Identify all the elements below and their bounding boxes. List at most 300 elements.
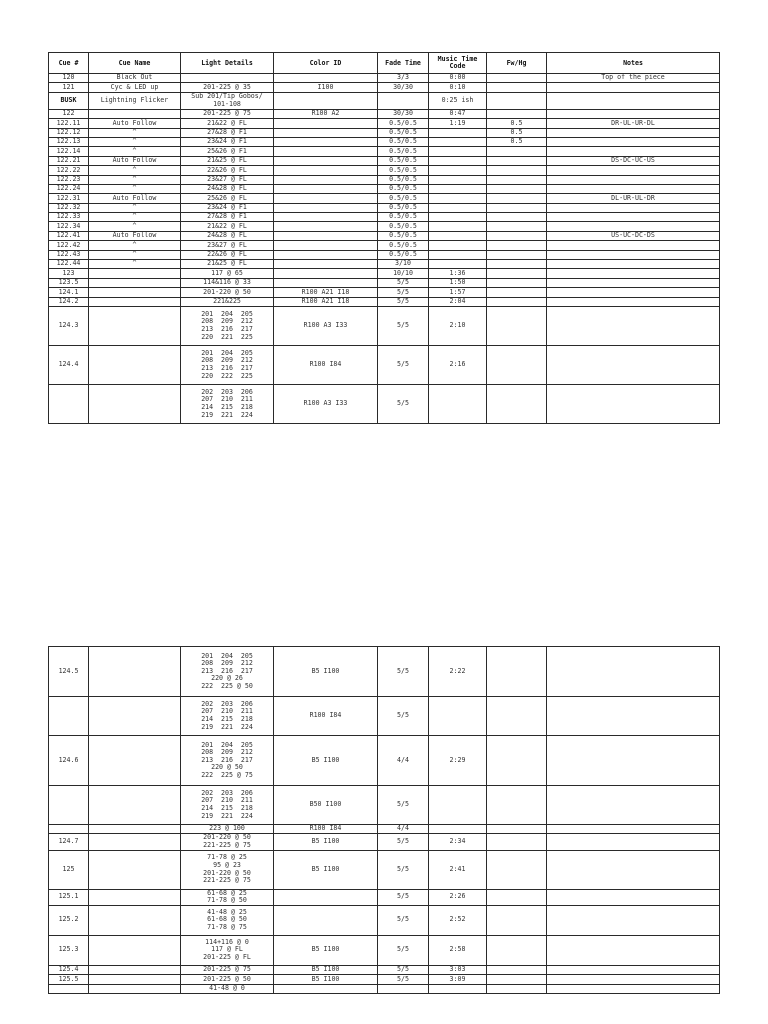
cell-cue-number <box>49 984 89 993</box>
cell-color-id <box>274 156 378 165</box>
cell-light-details: 201 204 205 208 209 212 213 216 217 220 222 225 <box>181 345 274 384</box>
table-row <box>49 647 720 697</box>
cell-cue-number: 125.3 <box>49 935 89 965</box>
cell-notes <box>547 137 720 146</box>
cell-fade-time: 0.5/0.5 <box>378 175 429 184</box>
cell-music-time-code <box>429 825 487 834</box>
cell-fade-time: 0.5/0.5 <box>378 194 429 203</box>
cell-light-details: 27&28 @ F1 <box>181 213 274 222</box>
cell-music-time-code: 1:50 <box>429 278 487 287</box>
cell-light-details: 201-225 @ 75 <box>181 965 274 974</box>
cell-color-id: B5 I100 <box>274 965 378 974</box>
cell-cue-number: 122.13 <box>49 137 89 146</box>
cell-cue-number: 122.41 <box>49 231 89 240</box>
header-fade-time: Fade Time <box>378 53 429 74</box>
cell-music-time-code <box>429 128 487 137</box>
cell-cue-number: 125.2 <box>49 905 89 935</box>
cell-music-time-code: 2:22 <box>429 647 487 697</box>
cell-fw-hg <box>487 175 547 184</box>
cell-cue-name <box>89 905 181 935</box>
cell-music-time-code: 1:19 <box>429 119 487 128</box>
cell-light-details: Sub 201/Tip Gobos/ 101-108 <box>181 92 274 109</box>
cell-fw-hg: 0.5 <box>487 119 547 128</box>
cell-notes <box>547 175 720 184</box>
cell-color-id: R100 I84 <box>274 825 378 834</box>
cell-color-id: R100 A2 <box>274 109 378 118</box>
cell-color-id <box>274 269 378 278</box>
cell-music-time-code: 2:41 <box>429 850 487 889</box>
cell-cue-name: Auto Follow <box>89 194 181 203</box>
cell-fw-hg <box>487 222 547 231</box>
header-color-id: Color ID <box>274 53 378 74</box>
cell-cue-number <box>49 697 89 736</box>
cell-fade-time: 0.5/0.5 <box>378 213 429 222</box>
cell-cue-number: 123 <box>49 269 89 278</box>
cell-color-id <box>274 889 378 905</box>
cell-fade-time: 0.5/0.5 <box>378 166 429 175</box>
cell-fw-hg: 0.5 <box>487 137 547 146</box>
table-row <box>49 850 720 889</box>
header-notes: Notes <box>547 53 720 74</box>
cell-color-id <box>274 213 378 222</box>
cell-color-id <box>274 184 378 193</box>
cell-light-details: 22&26 @ FL <box>181 166 274 175</box>
cell-cue-name <box>89 345 181 384</box>
cell-cue-name <box>89 984 181 993</box>
cell-color-id <box>274 175 378 184</box>
cell-color-id: I100 <box>274 83 378 92</box>
cell-cue-number: 125 <box>49 850 89 889</box>
cell-color-id <box>274 194 378 203</box>
cell-color-id <box>274 92 378 109</box>
table-row <box>49 975 720 984</box>
table-row <box>49 241 720 250</box>
cell-cue-number: 125.4 <box>49 965 89 974</box>
cue-sheet-table-2 <box>48 646 720 994</box>
cell-cue-name <box>89 697 181 736</box>
header-fw-hg: Fw/Hg <box>487 53 547 74</box>
cell-music-time-code <box>429 222 487 231</box>
cell-cue-name <box>89 269 181 278</box>
cell-fade-time: 5/5 <box>378 905 429 935</box>
cell-light-details: 41-48 @ 0 <box>181 984 274 993</box>
cell-fw-hg <box>487 984 547 993</box>
cell-fade-time: 0.5/0.5 <box>378 137 429 146</box>
cell-fw-hg <box>487 384 547 423</box>
cell-fade-time: 0.5/0.5 <box>378 147 429 156</box>
cell-light-details: 114&116 @ 33 <box>181 278 274 287</box>
cell-fade-time: 5/5 <box>378 889 429 905</box>
cell-cue-number: 125.5 <box>49 975 89 984</box>
cell-music-time-code <box>429 984 487 993</box>
cell-cue-number: 122.21 <box>49 156 89 165</box>
header-cue-number: Cue # <box>49 53 89 74</box>
cell-notes <box>547 83 720 92</box>
cell-color-id: B5 I100 <box>274 935 378 965</box>
cell-cue-name: Lightning Flicker <box>89 92 181 109</box>
table-row <box>49 166 720 175</box>
table-row <box>49 137 720 146</box>
cell-music-time-code <box>429 260 487 269</box>
cell-fade-time: 5/5 <box>378 306 429 345</box>
cell-music-time-code: 2:52 <box>429 905 487 935</box>
cell-cue-number <box>49 384 89 423</box>
cell-fade-time: 3/3 <box>378 74 429 83</box>
cell-cue-name: ^ <box>89 213 181 222</box>
cell-notes <box>547 213 720 222</box>
cell-cue-name: Auto Follow <box>89 231 181 240</box>
cell-color-id <box>274 231 378 240</box>
cell-cue-number: 122.12 <box>49 128 89 137</box>
cell-light-details: 27&28 @ F1 <box>181 128 274 137</box>
table-row <box>49 194 720 203</box>
cell-cue-name <box>89 647 181 697</box>
cell-fw-hg <box>487 194 547 203</box>
table-row <box>49 147 720 156</box>
cell-cue-name <box>89 384 181 423</box>
cell-cue-number <box>49 786 89 825</box>
cell-color-id: B5 I100 <box>274 834 378 850</box>
cell-cue-number: 123.5 <box>49 278 89 287</box>
cell-fade-time: 5/5 <box>378 288 429 297</box>
table-row <box>49 175 720 184</box>
table-row <box>49 935 720 965</box>
cell-cue-name: ^ <box>89 166 181 175</box>
cell-music-time-code: 2:34 <box>429 834 487 850</box>
cell-fw-hg <box>487 288 547 297</box>
cell-notes: DS-DC-UC-US <box>547 156 720 165</box>
header-cue-name: Cue Name <box>89 53 181 74</box>
cell-notes <box>547 984 720 993</box>
cell-color-id: B50 I100 <box>274 786 378 825</box>
cell-cue-number: 121 <box>49 83 89 92</box>
cell-cue-name <box>89 288 181 297</box>
cell-music-time-code: 2:26 <box>429 889 487 905</box>
cell-fade-time: 5/5 <box>378 297 429 306</box>
cell-fw-hg <box>487 147 547 156</box>
cell-light-details: 22&26 @ FL <box>181 250 274 259</box>
cell-color-id: B5 I100 <box>274 736 378 786</box>
cell-light-details: 23&27 @ FL <box>181 241 274 250</box>
cell-notes <box>547 269 720 278</box>
table-row <box>49 984 720 993</box>
cue-sheet-table-1 <box>48 52 720 424</box>
cell-cue-number: 122.22 <box>49 166 89 175</box>
table-row <box>49 834 720 850</box>
cell-light-details: 23&24 @ F1 <box>181 203 274 212</box>
cell-fw-hg <box>487 834 547 850</box>
cell-music-time-code: 2:16 <box>429 345 487 384</box>
cell-fw-hg <box>487 975 547 984</box>
cell-notes <box>547 889 720 905</box>
cell-cue-number: BUSK <box>49 92 89 109</box>
cell-notes <box>547 109 720 118</box>
cell-music-time-code <box>429 175 487 184</box>
cell-light-details: 23&27 @ FL <box>181 175 274 184</box>
cell-cue-name: ^ <box>89 137 181 146</box>
cell-fw-hg <box>487 905 547 935</box>
cell-color-id <box>274 166 378 175</box>
table-row <box>49 74 720 83</box>
cell-fade-time: 0.5/0.5 <box>378 119 429 128</box>
table-row <box>49 345 720 384</box>
cell-cue-name <box>89 736 181 786</box>
cell-notes <box>547 834 720 850</box>
cell-notes <box>547 786 720 825</box>
cell-color-id: R100 A21 I18 <box>274 288 378 297</box>
cell-color-id <box>274 278 378 287</box>
cell-cue-number: 122.32 <box>49 203 89 212</box>
cell-music-time-code <box>429 786 487 825</box>
cell-cue-number: 124.2 <box>49 297 89 306</box>
cell-fade-time: 5/5 <box>378 345 429 384</box>
table-row <box>49 109 720 118</box>
cell-color-id <box>274 128 378 137</box>
cell-fw-hg <box>487 203 547 212</box>
cell-notes <box>547 288 720 297</box>
cell-light-details: 202 203 206 207 210 211 214 215 218 219 221 224 <box>181 697 274 736</box>
cell-notes <box>547 647 720 697</box>
cell-fade-time: 5/5 <box>378 786 429 825</box>
cell-fade-time: 30/30 <box>378 109 429 118</box>
cell-cue-number: 124.7 <box>49 834 89 850</box>
cell-fw-hg <box>487 278 547 287</box>
cell-fw-hg <box>487 250 547 259</box>
cell-notes <box>547 697 720 736</box>
cell-cue-name: ^ <box>89 128 181 137</box>
cell-light-details: 201-220 @ 50 <box>181 288 274 297</box>
table-row <box>49 697 720 736</box>
cell-color-id: R100 A21 I18 <box>274 297 378 306</box>
cell-fade-time: 0.5/0.5 <box>378 184 429 193</box>
cell-music-time-code: 0:10 <box>429 83 487 92</box>
cell-color-id <box>274 222 378 231</box>
cell-cue-name: ^ <box>89 241 181 250</box>
cell-light-details: 25&26 @ FL <box>181 194 274 203</box>
cell-fade-time: 0.5/0.5 <box>378 250 429 259</box>
cell-cue-name <box>89 965 181 974</box>
cell-color-id <box>274 260 378 269</box>
cell-fade-time: 5/5 <box>378 935 429 965</box>
cell-fw-hg <box>487 306 547 345</box>
cell-cue-number: 122.31 <box>49 194 89 203</box>
table-row <box>49 213 720 222</box>
cell-music-time-code: 1:36 <box>429 269 487 278</box>
cell-cue-number: 124.4 <box>49 345 89 384</box>
cell-color-id: R100 I84 <box>274 345 378 384</box>
cell-fw-hg <box>487 269 547 278</box>
cell-light-details: 223 @ 100 <box>181 825 274 834</box>
cell-music-time-code <box>429 250 487 259</box>
cell-music-time-code <box>429 166 487 175</box>
cell-music-time-code <box>429 147 487 156</box>
cell-light-details: 71-78 @ 25 95 @ 23 201-220 @ 50 221-225 @ 75 <box>181 850 274 889</box>
cell-cue-name <box>89 975 181 984</box>
cell-fade-time <box>378 984 429 993</box>
cell-fw-hg <box>487 736 547 786</box>
table-row <box>49 269 720 278</box>
cell-music-time-code: 0:25 ish <box>429 92 487 109</box>
cell-fade-time: 5/5 <box>378 278 429 287</box>
cell-cue-number: 122.43 <box>49 250 89 259</box>
cell-fw-hg <box>487 109 547 118</box>
cell-music-time-code <box>429 156 487 165</box>
cell-fade-time: 3/10 <box>378 260 429 269</box>
cell-music-time-code: 0:47 <box>429 109 487 118</box>
cell-notes <box>547 935 720 965</box>
table-row <box>49 260 720 269</box>
table-row <box>49 905 720 935</box>
cell-notes: DL-UR-UL-DR <box>547 194 720 203</box>
cell-light-details: 202 203 206 207 210 211 214 215 218 219 221 224 <box>181 384 274 423</box>
cell-color-id: R100 A3 I33 <box>274 384 378 423</box>
table-row <box>49 231 720 240</box>
cell-fade-time: 5/5 <box>378 834 429 850</box>
cell-cue-name: ^ <box>89 184 181 193</box>
table-row <box>49 128 720 137</box>
table-row <box>49 156 720 165</box>
cell-fw-hg: 0.5 <box>487 128 547 137</box>
cell-fw-hg <box>487 260 547 269</box>
cell-light-details: 61-68 @ 25 71-78 @ 50 <box>181 889 274 905</box>
cell-fade-time <box>378 92 429 109</box>
cell-color-id <box>274 203 378 212</box>
cell-music-time-code: 0:00 <box>429 74 487 83</box>
cell-music-time-code <box>429 231 487 240</box>
cell-fw-hg <box>487 231 547 240</box>
cell-fw-hg <box>487 92 547 109</box>
cell-color-id <box>274 905 378 935</box>
cell-color-id <box>274 74 378 83</box>
cell-cue-name: ^ <box>89 175 181 184</box>
cell-cue-name <box>89 306 181 345</box>
cell-light-details: 201-220 @ 50 221-225 @ 75 <box>181 834 274 850</box>
cell-cue-name: ^ <box>89 260 181 269</box>
cell-cue-number: 122.42 <box>49 241 89 250</box>
cell-cue-name: ^ <box>89 147 181 156</box>
header-row <box>49 53 720 74</box>
cell-music-time-code <box>429 213 487 222</box>
table-row <box>49 83 720 92</box>
cell-color-id: B5 I100 <box>274 850 378 889</box>
cell-notes <box>547 184 720 193</box>
cell-notes <box>547 166 720 175</box>
cell-cue-number: 122.24 <box>49 184 89 193</box>
cell-music-time-code: 1:57 <box>429 288 487 297</box>
table-row <box>49 965 720 974</box>
cell-cue-name <box>89 297 181 306</box>
cell-music-time-code <box>429 184 487 193</box>
cell-light-details: 221&225 <box>181 297 274 306</box>
cell-fade-time: 10/10 <box>378 269 429 278</box>
cell-cue-name <box>89 834 181 850</box>
cell-notes <box>547 384 720 423</box>
cell-cue-number: 122.33 <box>49 213 89 222</box>
table-row <box>49 288 720 297</box>
cell-cue-number: 124.5 <box>49 647 89 697</box>
cell-notes <box>547 147 720 156</box>
cell-fw-hg <box>487 241 547 250</box>
cell-notes <box>547 250 720 259</box>
cell-cue-number: 122.23 <box>49 175 89 184</box>
cell-notes <box>547 825 720 834</box>
table-row <box>49 297 720 306</box>
cell-notes <box>547 306 720 345</box>
cell-fw-hg <box>487 184 547 193</box>
table-row <box>49 92 720 109</box>
cell-cue-number: 122.44 <box>49 260 89 269</box>
cell-notes <box>547 905 720 935</box>
cell-fade-time: 0.5/0.5 <box>378 241 429 250</box>
cell-music-time-code: 3:09 <box>429 975 487 984</box>
cell-light-details: 201 204 205 208 209 212 213 216 217 220 @ 26 222 225 @ 50 <box>181 647 274 697</box>
cell-fade-time: 0.5/0.5 <box>378 156 429 165</box>
cell-cue-name: ^ <box>89 203 181 212</box>
cell-notes: DR-UL-UR-DL <box>547 119 720 128</box>
cell-light-details: 201 204 205 208 209 212 213 216 217 220 @ 50 222 225 @ 75 <box>181 736 274 786</box>
cell-music-time-code: 2:58 <box>429 935 487 965</box>
cell-cue-number: 125.1 <box>49 889 89 905</box>
cell-fw-hg <box>487 647 547 697</box>
cell-fw-hg <box>487 166 547 175</box>
cell-notes <box>547 278 720 287</box>
cell-fw-hg <box>487 697 547 736</box>
cell-light-details: 21&25 @ FL <box>181 156 274 165</box>
cell-cue-name <box>89 278 181 287</box>
table-row <box>49 825 720 834</box>
table-row <box>49 222 720 231</box>
cell-fade-time: 5/5 <box>378 965 429 974</box>
cell-color-id: R100 A3 I33 <box>274 306 378 345</box>
cell-color-id: B5 I100 <box>274 647 378 697</box>
header-music-time-code: Music Time Code <box>429 53 487 74</box>
cell-fw-hg <box>487 345 547 384</box>
cell-music-time-code <box>429 384 487 423</box>
cell-fw-hg <box>487 786 547 825</box>
cell-cue-name <box>89 935 181 965</box>
cell-notes <box>547 241 720 250</box>
cell-fade-time: 0.5/0.5 <box>378 128 429 137</box>
cell-fw-hg <box>487 83 547 92</box>
cell-fade-time: 5/5 <box>378 647 429 697</box>
cell-cue-name: Cyc & LED up <box>89 83 181 92</box>
table-row <box>49 184 720 193</box>
table-row <box>49 889 720 905</box>
table-row <box>49 786 720 825</box>
cell-light-details <box>181 74 274 83</box>
cell-light-details: 21&25 @ FL <box>181 260 274 269</box>
table-row <box>49 203 720 212</box>
cell-light-details: 201-225 @ 75 <box>181 109 274 118</box>
cell-notes <box>547 92 720 109</box>
cell-fade-time: 0.5/0.5 <box>378 222 429 231</box>
cell-fw-hg <box>487 825 547 834</box>
table-row <box>49 278 720 287</box>
cell-notes <box>547 975 720 984</box>
cell-fw-hg <box>487 889 547 905</box>
cell-music-time-code: 2:04 <box>429 297 487 306</box>
cell-cue-name <box>89 850 181 889</box>
cell-cue-name <box>89 109 181 118</box>
cell-fw-hg <box>487 156 547 165</box>
table-row <box>49 384 720 423</box>
cell-cue-number: 124.3 <box>49 306 89 345</box>
cell-notes: Top of the piece <box>547 74 720 83</box>
cell-cue-name: Black Out <box>89 74 181 83</box>
cell-cue-number: 124.1 <box>49 288 89 297</box>
cell-color-id <box>274 147 378 156</box>
cell-color-id <box>274 119 378 128</box>
